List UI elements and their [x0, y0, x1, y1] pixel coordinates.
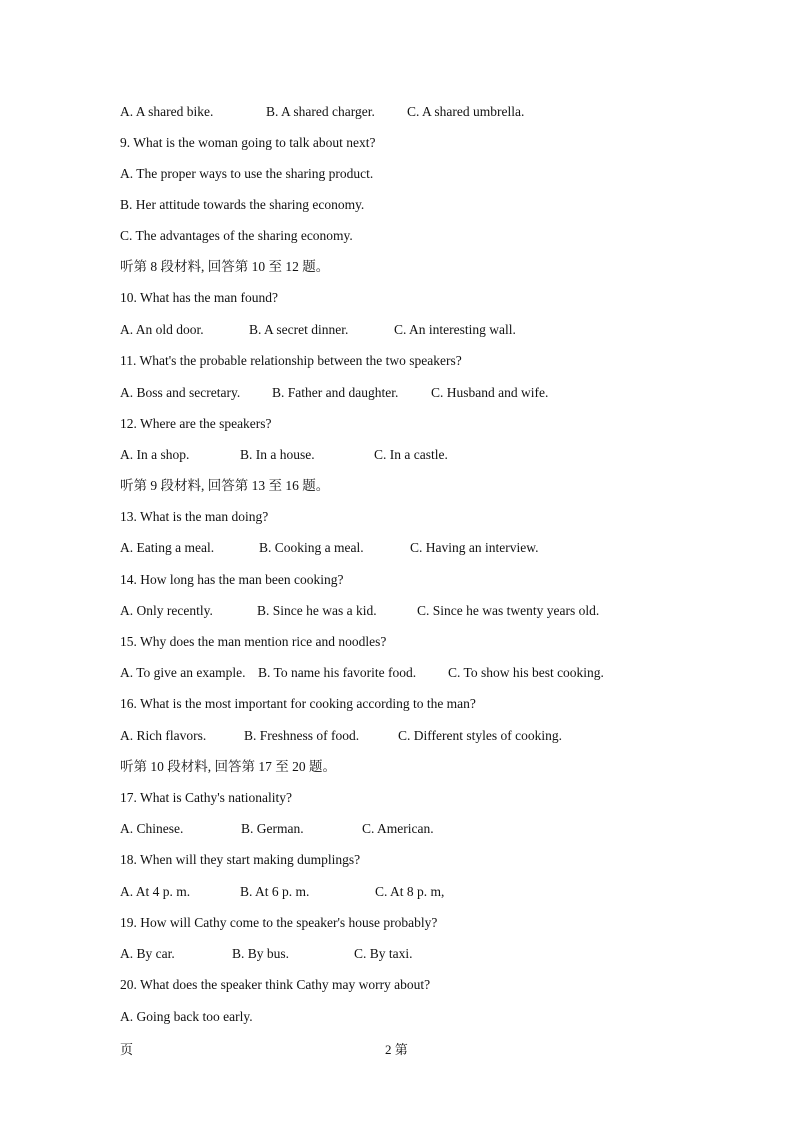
q18-option-b: B. At 6 p. m. — [240, 884, 310, 899]
q19-question: 19. How will Cathy come to the speaker's house probably? — [120, 915, 438, 930]
q19-option-b: B. By bus. — [232, 946, 290, 961]
q11-question: 11. What's the probable relationship between the two speakers? — [120, 353, 462, 368]
q8-option-b: B. A shared charger. — [266, 104, 375, 119]
q11-option-a: A. Boss and secretary. — [120, 385, 241, 400]
q15-question: 15. Why does the man mention rice and noodles? — [120, 634, 387, 649]
q18-option-a: A. At 4 p. m. — [120, 884, 191, 899]
footer-page-number: 2 第 — [385, 1042, 408, 1057]
q16-option-a: A. Rich flavors. — [120, 728, 207, 743]
q18-option-c: C. At 8 p. m, — [375, 884, 445, 899]
q15-option-c: C. To show his best cooking. — [448, 665, 604, 680]
q17-option-a: A. Chinese. — [120, 821, 184, 836]
q13-option-a: A. Eating a meal. — [120, 540, 215, 555]
q13-question: 13. What is the man doing? — [120, 509, 269, 524]
q15-option-a: A. To give an example. — [120, 665, 246, 680]
q16-option-b: B. Freshness of food. — [244, 728, 360, 743]
q13-option-b: B. Cooking a meal. — [259, 540, 364, 555]
q9-option-a: A. The proper ways to use the sharing product. — [120, 166, 374, 181]
q15-option-b: B. To name his favorite food. — [258, 665, 417, 680]
q16-option-c: C. Different styles of cooking. — [398, 728, 562, 743]
q9-question: 9. What is the woman going to talk about next? — [120, 135, 376, 150]
q14-option-c: C. Since he was twenty years old. — [417, 603, 600, 618]
q12-option-c: C. In a castle. — [374, 447, 448, 462]
q11-option-c: C. Husband and wife. — [431, 385, 549, 400]
q8-option-c: C. A shared umbrella. — [407, 104, 525, 119]
q16-question: 16. What is the most important for cooking according to the man? — [120, 696, 476, 711]
q12-option-a: A. In a shop. — [120, 447, 190, 462]
q11-option-b: B. Father and daughter. — [272, 385, 399, 400]
q18-question: 18. When will they start making dumplings? — [120, 852, 361, 867]
q10-option-b: B. A secret dinner. — [249, 322, 349, 337]
q9-option-b: B. Her attitude towards the sharing economy. — [120, 197, 365, 212]
q17-option-b: B. German. — [241, 821, 304, 836]
section-9-instruction: 听第 9 段材料, 回答第 13 至 16 题。 — [120, 478, 330, 493]
q13-option-c: C. Having an interview. — [410, 540, 539, 555]
q17-option-c: C. American. — [362, 821, 434, 836]
q19-option-c: C. By taxi. — [354, 946, 413, 961]
q14-question: 14. How long has the man been cooking? — [120, 572, 344, 587]
q20-question: 20. What does the speaker think Cathy may worry about? — [120, 977, 431, 992]
footer-left-text: 页 — [120, 1042, 134, 1057]
q10-option-a: A. An old door. — [120, 322, 204, 337]
q14-option-a: A. Only recently. — [120, 603, 213, 618]
q9-option-c: C. The advantages of the sharing economy. — [120, 228, 353, 243]
q12-question: 12. Where are the speakers? — [120, 416, 272, 431]
q8-option-a: A. A shared bike. — [120, 104, 214, 119]
q17-question: 17. What is Cathy's nationality? — [120, 790, 293, 805]
q12-option-b: B. In a house. — [240, 447, 315, 462]
q19-option-a: A. By car. — [120, 946, 175, 961]
section-8-instruction: 听第 8 段材料, 回答第 10 至 12 题。 — [120, 259, 330, 274]
section-10-instruction: 听第 10 段材料, 回答第 17 至 20 题。 — [120, 759, 336, 774]
q20-option-a: A. Going back too early. — [120, 1009, 253, 1024]
q10-question: 10. What has the man found? — [120, 290, 278, 305]
q10-option-c: C. An interesting wall. — [394, 322, 516, 337]
q14-option-b: B. Since he was a kid. — [257, 603, 377, 618]
